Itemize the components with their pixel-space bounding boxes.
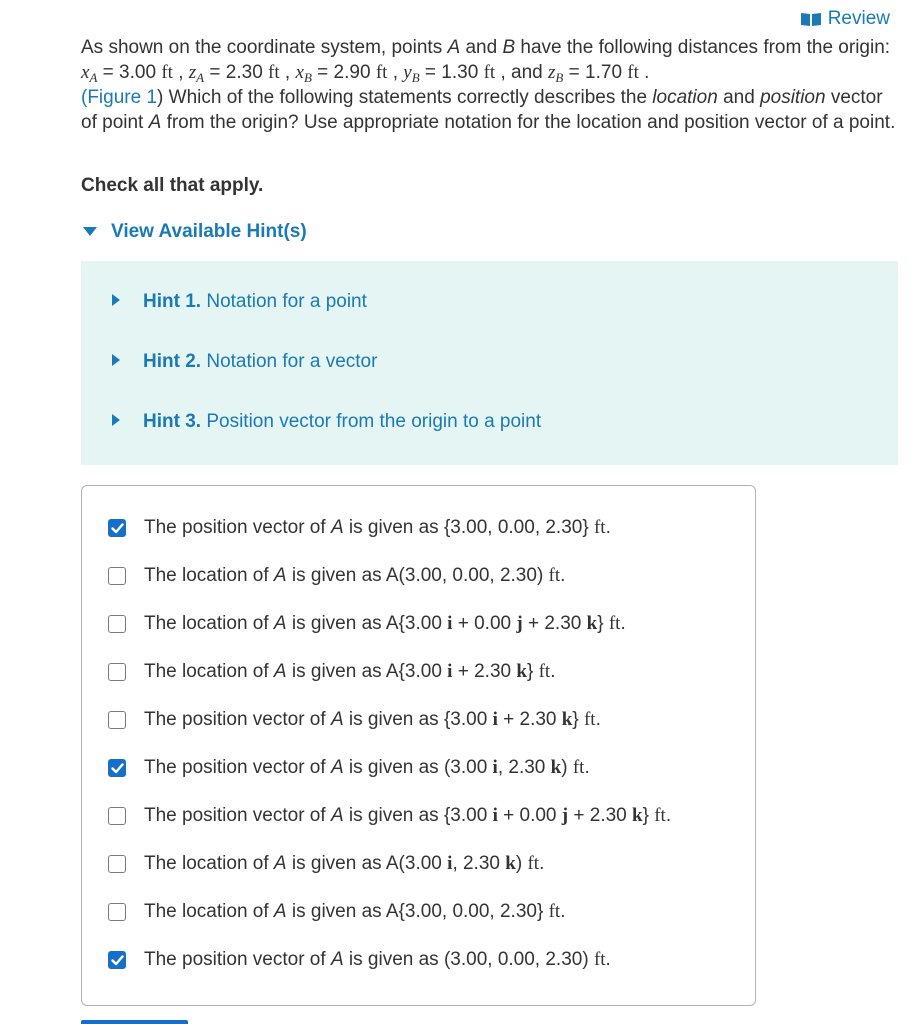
checkbox[interactable] [108, 567, 126, 585]
hint-title: Notation for a vector [206, 351, 378, 372]
instruction-text: Check all that apply. [81, 175, 264, 196]
hint-2[interactable] [111, 351, 377, 373]
option-text: The location of A is given as A{3.00 i + 0.00 j + 2.30 k} ft. [144, 613, 626, 634]
answer-option[interactable] [108, 946, 611, 974]
hint-number: Hint 1. [143, 291, 202, 312]
answer-option[interactable] [108, 898, 565, 926]
checkbox[interactable] [108, 711, 126, 729]
answer-option[interactable] [108, 562, 565, 590]
option-text: The position vector of A is given as (3.00, 0.00, 2.30) ft. [144, 949, 611, 970]
answer-option[interactable] [108, 802, 671, 830]
answer-option[interactable] [108, 706, 601, 734]
hint-title: Notation for a point [206, 291, 367, 312]
hint-number: Hint 3. [143, 411, 202, 432]
hint-3[interactable] [111, 411, 541, 433]
option-text: The location of A is given as A{3.00, 0.00, 2.30} ft. [144, 901, 566, 922]
caret-right-icon [111, 411, 121, 433]
caret-right-icon [111, 351, 121, 373]
answer-option[interactable] [108, 610, 626, 638]
caret-down-icon [81, 221, 99, 243]
checkbox[interactable] [108, 615, 126, 633]
question-text: As shown on the coordinate system, points A and B have the following distances from the origin: $x_A = 3.00$ ft , $z_A = 2.30$ ft , $x_B = 2.90$ ft , $y_B = 1.30$ ft , and $z_B = 1.70$ ft . (Figure 1) Which of the following statements correctly describes the location and position vector of point A from the origin? Use appropriate notation for the location and position vector of a point. [81, 37, 896, 133]
option-text: The position vector of A is given as {3.00, 0.00, 2.30} ft. [144, 517, 611, 538]
checkbox[interactable] [108, 855, 126, 873]
option-text: The position vector of A is given as {3.00 i + 0.00 j + 2.30 k} ft. [144, 805, 672, 826]
option-text: The position vector of A is given as {3.00 i + 2.30 k} ft. [144, 709, 601, 730]
option-text: The location of A is given as A(3.00, 0.00, 2.30) ft. [144, 565, 566, 586]
checkbox[interactable] [108, 903, 126, 921]
view-hints-toggle[interactable] [81, 221, 307, 243]
figure-link[interactable]: Figure 1 [87, 87, 158, 108]
caret-right-icon [111, 291, 121, 313]
hints-panel [81, 261, 898, 465]
hint-number: Hint 2. [143, 351, 202, 372]
hint-1[interactable] [111, 291, 367, 313]
answer-option[interactable] [108, 514, 611, 542]
view-hints-label: View Available Hint(s) [111, 221, 307, 242]
checkbox[interactable] [108, 807, 126, 825]
book-icon [800, 11, 822, 27]
checkbox-checked[interactable] [108, 951, 126, 969]
answer-option[interactable] [108, 754, 590, 782]
checkbox[interactable] [108, 663, 126, 681]
review-label: Review [827, 8, 890, 29]
submit-button-edge[interactable] [81, 1020, 188, 1024]
answer-option[interactable] [108, 850, 544, 878]
checkbox-checked[interactable] [108, 759, 126, 777]
review-link[interactable] [800, 8, 890, 30]
option-text: The location of A is given as A{3.00 i + 2.30 k} ft. [144, 661, 556, 682]
checkbox-checked[interactable] [108, 519, 126, 537]
hint-title: Position vector from the origin to a point [206, 411, 542, 432]
option-text: The location of A is given as A(3.00 i, 2.30 k) ft. [144, 853, 545, 874]
answer-option[interactable] [108, 658, 555, 686]
option-text: The position vector of A is given as (3.00 i, 2.30 k) ft. [144, 757, 590, 778]
answer-options [81, 485, 756, 1006]
